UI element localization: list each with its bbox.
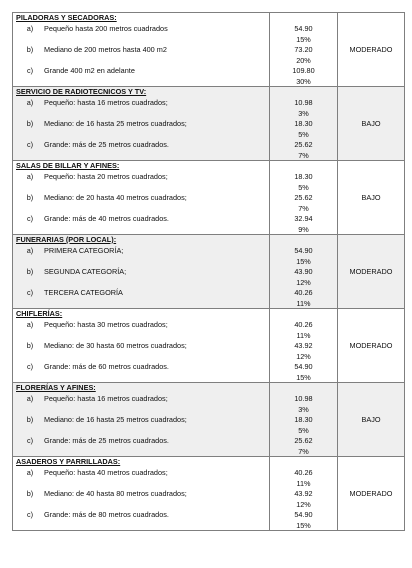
risk-level: MODERADO — [338, 309, 405, 383]
item-value: 109.80 — [292, 66, 315, 75]
item-value: 18.30 — [294, 119, 313, 128]
item-value: 43.92 — [294, 489, 313, 498]
value-block — [270, 468, 337, 489]
item-label: b) — [26, 267, 34, 276]
item-percent: 15% — [296, 372, 311, 382]
value-block — [270, 510, 337, 530]
item-label: a) — [26, 468, 34, 477]
item-value: 40.26 — [294, 288, 313, 297]
risk-level: BAJO — [338, 161, 405, 235]
item-value: 43.92 — [294, 341, 313, 350]
item-text: Mediano: de 40 hasta 80 metros cuadrados; — [44, 489, 187, 498]
item-percent: 5% — [298, 182, 309, 192]
item-percent: 3% — [298, 108, 309, 118]
section-title: FUNERARIAS (POR LOCAL): — [16, 235, 117, 244]
list-item — [16, 213, 269, 233]
item-label: b) — [26, 193, 34, 202]
item-value: 40.26 — [294, 468, 313, 477]
item-label: b) — [26, 415, 34, 424]
value-block — [270, 394, 337, 415]
item-label: c) — [26, 140, 34, 149]
section-row — [13, 161, 405, 235]
section-title: SALAS DE BILLAR Y AFINES: — [16, 161, 120, 170]
list-item — [16, 266, 269, 287]
item-text: Grande: más de 80 metros cuadrados. — [44, 510, 169, 519]
item-label: a) — [26, 98, 34, 107]
list-item — [16, 118, 269, 139]
item-percent: 5% — [298, 425, 309, 435]
item-text: Grande: más de 40 metros cuadrados. — [44, 214, 169, 223]
item-label: a) — [26, 246, 34, 255]
item-text: Pequeño hasta 200 metros cuadrados — [44, 24, 168, 33]
item-text: Pequeño: hasta 30 metros cuadrados; — [44, 320, 168, 329]
item-label: b) — [26, 45, 34, 54]
value-block — [270, 415, 337, 436]
value-block — [270, 119, 337, 140]
value-block — [270, 45, 337, 66]
list-item — [16, 319, 269, 340]
section-title: SERVICIO DE RADIOTECNICOS Y TV: — [16, 87, 147, 96]
item-value: 25.62 — [294, 140, 313, 149]
item-text: Mediano: de 30 hasta 60 metros cuadrados; — [44, 341, 187, 350]
value-block — [270, 246, 337, 267]
values-spacer — [270, 161, 337, 172]
item-text: SEGUNDA CATEGORÍA; — [44, 267, 127, 276]
risk-level: MODERADO — [338, 13, 405, 87]
item-percent: 20% — [296, 55, 311, 65]
value-block — [270, 214, 337, 234]
value-block — [270, 362, 337, 382]
list-item — [16, 44, 269, 65]
item-value: 54.90 — [294, 24, 313, 33]
item-label: b) — [26, 489, 34, 498]
list-item — [16, 23, 269, 44]
item-text: Pequeño: hasta 20 metros cuadrados; — [44, 172, 168, 181]
document-page — [12, 12, 400, 531]
value-block — [270, 98, 337, 119]
item-label: b) — [26, 119, 34, 128]
section-values-cell — [270, 309, 338, 383]
item-percent: 9% — [298, 224, 309, 234]
section-row — [13, 383, 405, 457]
section-values-cell — [270, 383, 338, 457]
item-percent: 3% — [298, 404, 309, 414]
section-row — [13, 457, 405, 531]
item-text: TERCERA CATEGORÍA — [44, 288, 123, 297]
item-label: c) — [26, 436, 34, 445]
item-value: 18.30 — [294, 172, 313, 181]
value-block — [270, 489, 337, 510]
item-percent: 12% — [296, 351, 311, 361]
value-block — [270, 140, 337, 160]
risk-level: MODERADO — [338, 457, 405, 531]
values-spacer — [270, 87, 337, 98]
list-item — [16, 171, 269, 192]
list-item — [16, 340, 269, 361]
section-title: FLORERÍAS Y AFINES: — [16, 383, 96, 392]
risk-level: BAJO — [338, 87, 405, 161]
item-value: 10.98 — [294, 98, 313, 107]
item-value: 73.20 — [294, 45, 313, 54]
item-value: 54.90 — [294, 510, 313, 519]
list-item — [16, 393, 269, 414]
item-value: 25.62 — [294, 193, 313, 202]
value-block — [270, 436, 337, 456]
section-items-cell — [13, 87, 270, 161]
item-value: 54.90 — [294, 362, 313, 371]
item-label: a) — [26, 172, 34, 181]
list-item — [16, 245, 269, 266]
item-label: a) — [26, 24, 34, 33]
section-items-cell — [13, 383, 270, 457]
item-percent: 11% — [296, 330, 311, 340]
item-text: Grande: más de 25 metros cuadrados. — [44, 436, 169, 445]
item-percent: 11% — [296, 478, 311, 488]
item-value: 43.90 — [294, 267, 313, 276]
list-item — [16, 287, 269, 307]
item-text: Mediano: de 20 hasta 40 metros cuadrados; — [44, 193, 187, 202]
item-value: 54.90 — [294, 246, 313, 255]
item-percent: 11% — [296, 298, 311, 308]
values-spacer — [270, 309, 337, 320]
item-percent: 5% — [298, 129, 309, 139]
value-block — [270, 66, 337, 86]
item-percent: 7% — [298, 150, 309, 160]
values-spacer — [270, 457, 337, 468]
section-items-cell — [13, 309, 270, 383]
list-item — [16, 97, 269, 118]
item-percent: 15% — [296, 520, 311, 530]
section-values-cell — [270, 87, 338, 161]
risk-level: MODERADO — [338, 235, 405, 309]
list-item — [16, 139, 269, 159]
section-title: PILADORAS Y SECADORAS: — [16, 13, 117, 22]
list-item — [16, 192, 269, 213]
section-values-cell — [270, 161, 338, 235]
item-text: Pequeño: hasta 40 metros cuadrados; — [44, 468, 168, 477]
values-spacer — [270, 235, 337, 246]
item-label: c) — [26, 214, 34, 223]
item-label: c) — [26, 66, 34, 75]
list-item — [16, 435, 269, 455]
section-row — [13, 309, 405, 383]
list-item — [16, 467, 269, 488]
item-label: c) — [26, 362, 34, 371]
section-row — [13, 235, 405, 309]
item-percent: 7% — [298, 203, 309, 213]
section-items-cell — [13, 457, 270, 531]
item-percent: 7% — [298, 446, 309, 456]
risk-level: BAJO — [338, 383, 405, 457]
section-row — [13, 87, 405, 161]
item-percent: 12% — [296, 499, 311, 509]
item-text: Mediano de 200 metros hasta 400 m2 — [44, 45, 167, 54]
section-title: CHIFLERÍAS: — [16, 309, 63, 318]
item-percent: 12% — [296, 277, 311, 287]
value-block — [270, 193, 337, 214]
section-items-cell — [13, 161, 270, 235]
section-values-cell — [270, 457, 338, 531]
item-text: Grande: más de 60 metros cuadrados. — [44, 362, 169, 371]
item-text: Pequeño: hasta 16 metros cuadrados; — [44, 98, 168, 107]
item-label: b) — [26, 341, 34, 350]
value-block — [270, 172, 337, 193]
section-values-cell — [270, 13, 338, 87]
section-values-cell — [270, 235, 338, 309]
item-percent: 30% — [296, 76, 311, 86]
item-label: a) — [26, 320, 34, 329]
value-block — [270, 288, 337, 308]
values-spacer — [270, 383, 337, 394]
item-value: 10.98 — [294, 394, 313, 403]
item-value: 32.94 — [294, 214, 313, 223]
value-block — [270, 267, 337, 288]
list-item — [16, 488, 269, 509]
tariff-table-body — [13, 13, 405, 531]
section-title: ASADEROS Y PARRILLADAS: — [16, 457, 121, 466]
list-item — [16, 509, 269, 529]
list-item — [16, 414, 269, 435]
item-text: Mediano: de 16 hasta 25 metros cuadrados; — [44, 415, 187, 424]
tariff-table — [12, 12, 405, 531]
value-block — [270, 341, 337, 362]
item-text: Grande: más de 25 metros cuadrados. — [44, 140, 169, 149]
item-value: 40.26 — [294, 320, 313, 329]
item-text: Pequeño: hasta 16 metros cuadrados; — [44, 394, 168, 403]
item-label: a) — [26, 394, 34, 403]
value-block — [270, 24, 337, 45]
item-value: 18.30 — [294, 415, 313, 424]
item-text: Mediano: de 16 hasta 25 metros cuadrados; — [44, 119, 187, 128]
item-text: Grande 400 m2 en adelante — [44, 66, 135, 75]
item-percent: 15% — [296, 256, 311, 266]
section-items-cell — [13, 13, 270, 87]
values-spacer — [270, 13, 337, 24]
item-text: PRIMERA CATEGORÍA; — [44, 246, 124, 255]
list-item — [16, 65, 269, 85]
item-label: c) — [26, 510, 34, 519]
item-percent: 15% — [296, 34, 311, 44]
item-label: c) — [26, 288, 34, 297]
section-row — [13, 13, 405, 87]
item-value: 25.62 — [294, 436, 313, 445]
list-item — [16, 361, 269, 381]
section-items-cell — [13, 235, 270, 309]
value-block — [270, 320, 337, 341]
